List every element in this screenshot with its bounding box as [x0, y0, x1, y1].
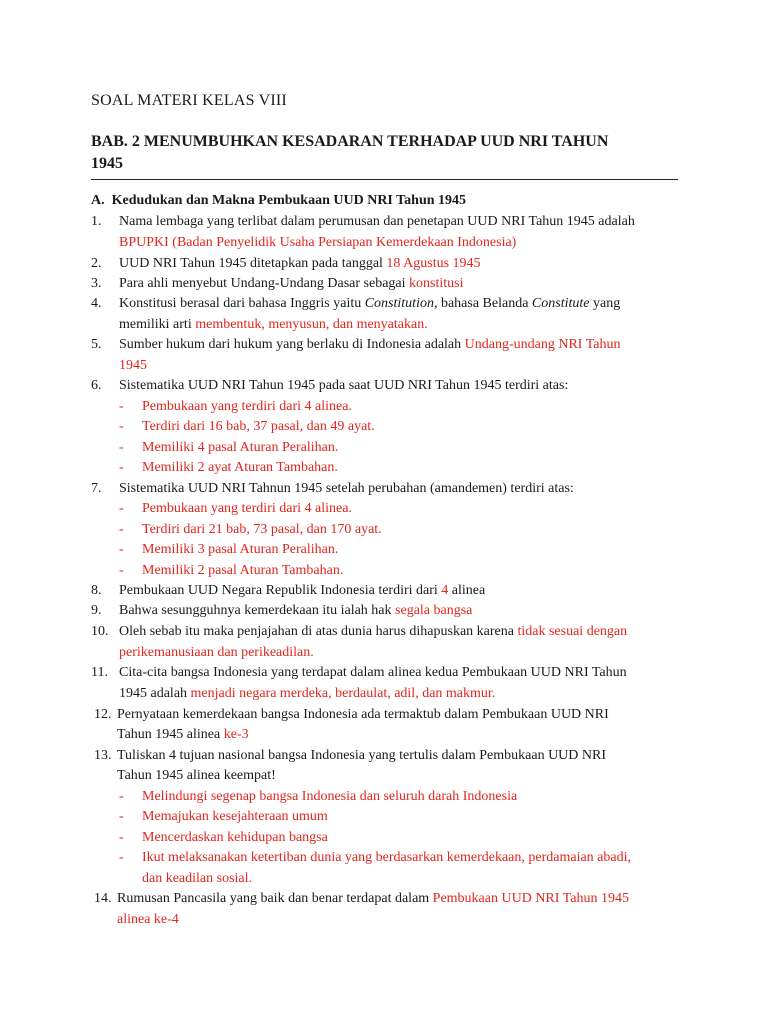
question-line [119, 335, 621, 355]
item-number: 2. [91, 256, 102, 271]
chapter-heading [91, 131, 678, 180]
question-text: Cita-cita bangsa Indonesia yang terdapat dalam alinea kedua Pembukaan UUD NRI Tahun [119, 665, 627, 680]
bullet-dash: - [119, 419, 124, 434]
item-number: 4. [91, 296, 102, 311]
answer-bullet: Pembukaan yang terdiri dari 4 alinea. [142, 399, 352, 414]
answer-bullet: Terdiri dari 16 bab, 37 pasal, dan 49 ayat. [142, 419, 375, 434]
answer-text: 4 [441, 583, 449, 598]
question-text: Para ahli menyebut Undang-Undang Dasar sebagai [119, 276, 410, 291]
bullet-dash: - [119, 522, 124, 537]
item-number: 3. [91, 276, 102, 291]
item-number: 1. [91, 214, 102, 229]
question-text: UUD NRI Tahun 1945 ditetapkan pada tanggal [119, 256, 387, 271]
question-line [119, 294, 620, 314]
answer-bullet: Memiliki 2 pasal Aturan Tambahan. [142, 563, 344, 578]
answer-bullet: dan keadilan sosial. [142, 871, 253, 886]
answer-text: segala bangsa [395, 603, 473, 618]
bullet-dash: - [119, 460, 124, 475]
bullet-dash: - [119, 501, 124, 516]
section-title: Kedudukan dan Makna Pembukaan UUD NRI Tahun 1945 [111, 193, 467, 208]
answer-text: alinea ke-4 [117, 912, 179, 927]
question-text: Pernyataan kemerdekaan bangsa Indonesia ada termaktub dalam Pembukaan UUD NRI [117, 707, 609, 722]
italic-term: Constitute [531, 296, 590, 311]
question-text: Rumusan Pancasila yang baik dan benar terdapat dalam [117, 891, 433, 906]
question-text: Tahun 1945 alinea [117, 727, 224, 742]
question-line [119, 274, 463, 294]
item-number: 13. [94, 748, 112, 763]
bullet-dash: - [119, 809, 124, 824]
bullet-dash: - [119, 850, 124, 865]
item-number: 5. [91, 337, 102, 352]
question-line [119, 315, 428, 335]
question-text: Sistematika UUD NRI Tahun 1945 pada saat UUD NRI Tahun 1945 terdiri atas: [119, 378, 569, 393]
answer-bullet: Mencerdaskan kehidupan bangsa [142, 830, 328, 845]
answer-bullet: Ikut melaksanakan ketertiban dunia yang berdasarkan kemerdekaan, perdamaian abadi, [142, 850, 632, 865]
answer-text: Pembukaan UUD NRI Tahun 1945 [432, 891, 629, 906]
item-number: 10. [91, 624, 109, 639]
question-text: Pembukaan UUD Negara Republik Indonesia terdiri dari [119, 583, 442, 598]
answer-text: ke-3 [223, 727, 249, 742]
bullet-dash: - [119, 440, 124, 455]
section-heading [91, 193, 466, 209]
answer-text: Undang-undang NRI Tahun [464, 337, 621, 352]
question-line [117, 725, 249, 745]
answer-text: menjadi negara merdeka, berdaulat, adil, dan makmur. [190, 686, 496, 701]
answer-bullet: Terdiri dari 21 bab, 73 pasal, dan 170 ayat. [142, 522, 382, 537]
question-line [119, 601, 472, 621]
answer-text: BPUPKI (Badan Penyelidik Usaha Persiapan Kemerdekaan Indonesia) [119, 235, 517, 250]
item-number: 12. [94, 707, 112, 722]
item-number: 9. [91, 603, 102, 618]
item-number: 8. [91, 583, 102, 598]
bullet-dash: - [119, 789, 124, 804]
question-text: Sumber hukum dari hukum yang berlaku di Indonesia adalah [119, 337, 465, 352]
answer-text: membentuk, menyusun, dan menyatakan. [195, 317, 428, 332]
question-line [119, 622, 627, 642]
chapter-heading-line-1: BAB. 2 MENUMBUHKAN KESADARAN TERHADAP UUD NRI TAHUN [91, 133, 609, 150]
question-text: memiliki arti [119, 317, 196, 332]
answer-text: 18 Agustus 1945 [386, 256, 481, 271]
answer-bullet: Memiliki 2 ayat Aturan Tambahan. [142, 460, 338, 475]
answer-bullet: Pembukaan yang terdiri dari 4 alinea. [142, 501, 352, 516]
question-text: Tuliskan 4 tujuan nasional bangsa Indonesia yang tertulis dalam Pembukaan UUD NRI [117, 748, 607, 763]
item-number: 6. [91, 378, 102, 393]
answer-text: perikemanusiaan dan perikeadilan. [119, 645, 314, 660]
question-text: 1945 adalah [119, 686, 191, 701]
question-text: Konstitusi berasal dari bahasa Inggris yaitu [119, 296, 365, 311]
item-number: 7. [91, 481, 102, 496]
answer-bullet: Memiliki 3 pasal Aturan Peralihan. [142, 542, 339, 557]
question-text: , bahasa Belanda [433, 296, 532, 311]
question-text: Nama lembaga yang terlibat dalam perumusan dan penetapan UUD NRI Tahun 1945 adalah [119, 214, 635, 229]
bullet-dash: - [119, 830, 124, 845]
document-title: SOAL MATERI KELAS VIII [91, 92, 287, 109]
question-text: Tahun 1945 alinea keempat! [117, 768, 276, 783]
question-text: Oleh sebab itu maka penjajahan di atas dunia harus dihapuskan karena [119, 624, 518, 639]
question-line [117, 889, 629, 909]
item-number: 14. [94, 891, 112, 906]
question-line [119, 581, 485, 601]
answer-bullet: Memiliki 4 pasal Aturan Peralihan. [142, 440, 339, 455]
question-line [119, 254, 481, 274]
question-line [119, 684, 495, 704]
question-text: Bahwa sesungguhnya kemerdekaan itu ialah hak [119, 603, 396, 618]
question-text: alinea [448, 583, 486, 598]
bullet-dash: - [119, 563, 124, 578]
item-number: 11. [91, 665, 108, 680]
bullet-dash: - [119, 399, 124, 414]
section-label: A. [91, 193, 105, 208]
question-text: Sistematika UUD NRI Tahnun 1945 setelah perubahan (amandemen) terdiri atas: [119, 481, 574, 496]
bullet-dash: - [119, 542, 124, 557]
italic-term: Constitution [364, 296, 434, 311]
question-text: yang [589, 296, 621, 311]
answer-text: 1945 [119, 358, 147, 373]
answer-bullet: Memajukan kesejahteraan umum [142, 809, 328, 824]
answer-text: tidak sesuai dengan [517, 624, 628, 639]
chapter-heading-line-2: 1945 [91, 155, 123, 172]
answer-bullet: Melindungi segenap bangsa Indonesia dan seluruh darah Indonesia [142, 789, 518, 804]
answer-text: konstitusi [409, 276, 464, 291]
